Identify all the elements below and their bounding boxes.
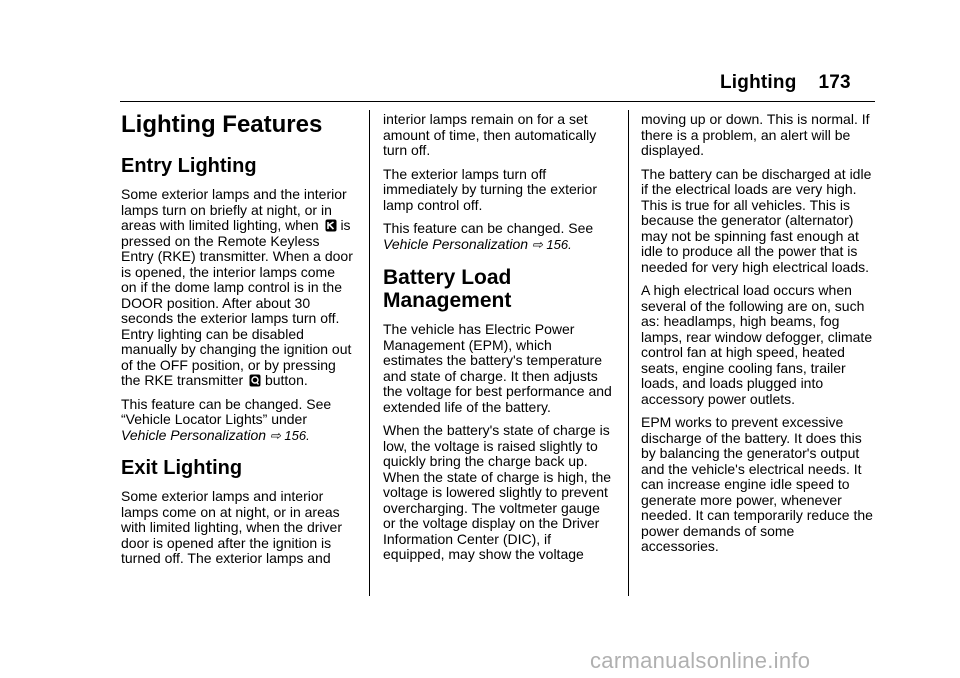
page-number: 173 — [818, 72, 851, 93]
column-divider — [369, 110, 370, 596]
page-header — [720, 72, 851, 94]
exit-lighting-paragraph: Some exterior lamps and interior lamps come on at night, or in areas with limited lighting, when the driver door is opened after the ignition is turned off. The exterior lamps and — [121, 488, 342, 566]
column-1 — [121, 108, 353, 575]
battery-discharge-paragraph: The battery can be discharged at idle if the electrical loads are very high. This is true for all vehicles. This is because the generator (alternator) may not be spinning fast enough at idle to produce all the power that is needed for very high electrical loads. — [641, 165, 872, 275]
epm-paragraph: The vehicle has Electric Power Management (EPM), which estimates the battery's temperature and state of charge. It then adjusts the voltage for best performance and extended life of the battery. — [383, 321, 612, 415]
exit-lighting-continued: interior lamps remain on for a set amount of time, then automatically turn off. — [383, 111, 597, 158]
vehicle-personalization-link[interactable]: Vehicle Personalization — [383, 235, 529, 252]
column-3 — [641, 112, 873, 563]
page-title: Lighting Features — [121, 111, 323, 138]
voltage-continued: moving up or down. This is normal. If there is a problem, an alert will be displayed. — [641, 111, 870, 158]
entry-lighting-note: This feature can be changed. See “Vehicle Locator Lights” under Vehicle Personalization ⇨ 156. — [121, 395, 332, 443]
watermark: carmanualsonline.info — [590, 648, 811, 673]
battery-charge-paragraph: When the battery's state of charge is low, the voltage is raised slightly to quickly bring the charge back up. When the state of charge is high, the voltage is lowered slightly to prevent overcharging. The voltmeter gauge or the voltage display on the Driver Information Center (DIC), if equipped, may show the voltage — [383, 422, 612, 562]
exit-lighting-heading: Exit Lighting — [121, 457, 243, 479]
battery-load-heading: Battery Load Management — [383, 266, 512, 312]
exterior-lamps-paragraph: The exterior lamps turn off immediately by turning the exterior lamp control off. — [383, 165, 597, 213]
unlock-key-icon — [325, 219, 337, 232]
header-rule — [120, 101, 875, 102]
page-reference: ⇨ 156. — [531, 236, 572, 252]
exit-lighting-note: This feature can be changed. See Vehicle Personalization ⇨ 156. — [383, 220, 594, 252]
remote-start-icon — [249, 374, 261, 387]
entry-lighting-heading: Entry Lighting — [121, 155, 257, 177]
column-2 — [383, 112, 615, 571]
epm-works-paragraph: EPM works to prevent excessive discharge of the battery. It does this by balancing the generator's output and the vehicle's electrical needs. It can increase engine idle speed to generate more power, whenever needed. It can temporarily reduce the power demands of some accessories. — [641, 414, 873, 554]
page-reference: ⇨ 156. — [269, 427, 310, 443]
entry-lighting-paragraph: Some exterior lamps and the interior lamps turn on briefly at night, or in areas with limited lighting, when is pressed on the Remote Keyless Entry (RKE) transmitter. When a door is opened, the interior lamps come on if the dome lamp control is in the DOOR position. After about 30 seconds the exterior lamps turn off. Entry lighting can be disabled manually by changing the ignition out of the OFF position, or by pressing the RKE transmitter button. — [121, 186, 353, 388]
electrical-load-paragraph: A high electrical load occurs when several of the following are on, such as: headlamps, high beams, fog lamps, rear window defogger, climate control fan at high speed, heated seats, engine cooling fans, trailer loads, and loads plugged into accessory power outlets. — [641, 282, 873, 407]
vehicle-personalization-link[interactable]: Vehicle Personalization — [121, 426, 267, 443]
column-divider — [628, 110, 629, 596]
section-title: Lighting — [720, 72, 797, 93]
